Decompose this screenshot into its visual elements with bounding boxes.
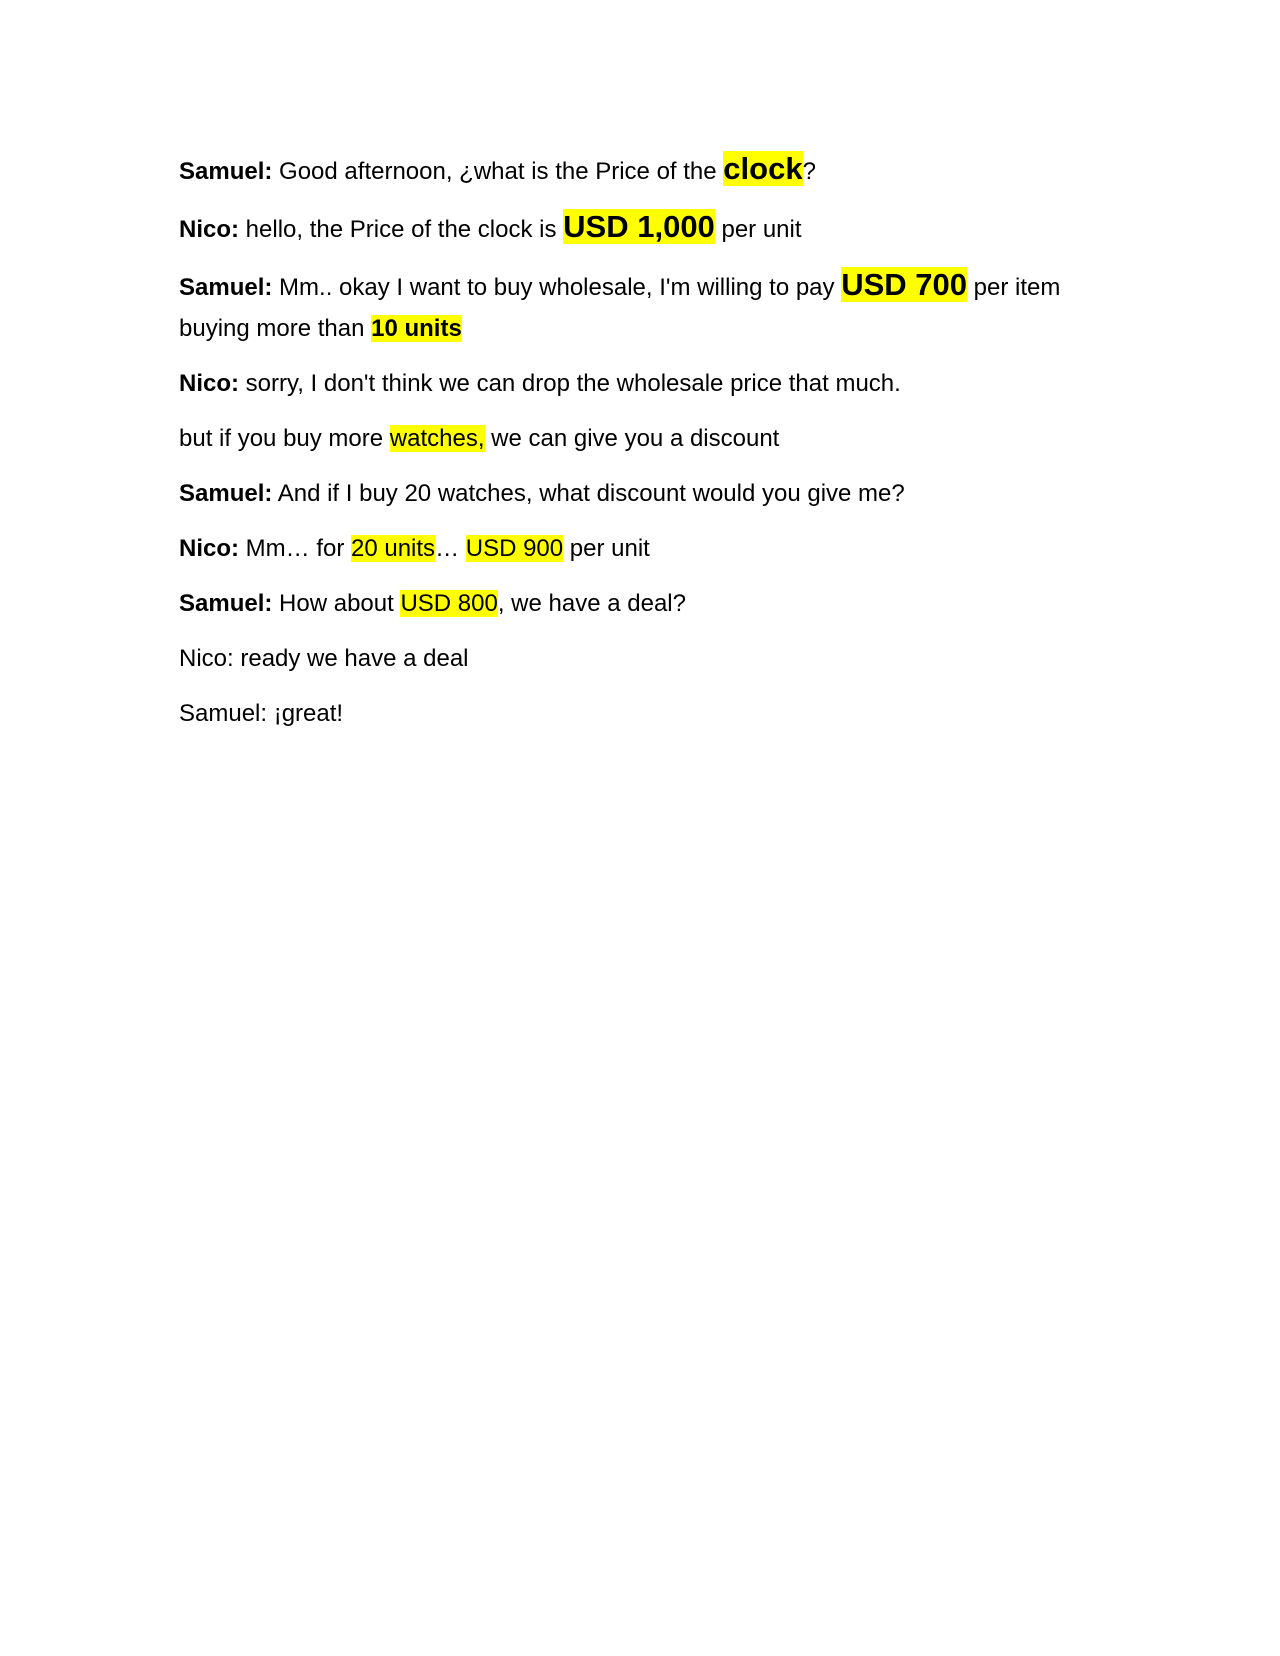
highlighted-price: USD 700 — [841, 267, 967, 302]
line-text: per unit — [714, 216, 802, 243]
speaker-label: Samuel: — [179, 158, 273, 185]
dialogue-line-10 — [179, 693, 1119, 734]
dialogue-line-9 — [179, 638, 1119, 679]
line-text: but if you buy more — [179, 425, 390, 452]
line-text: ? — [802, 158, 816, 185]
highlighted-quantity: 20 units — [351, 535, 436, 562]
dialogue-line-2 — [179, 206, 1119, 250]
dialogue-line-8 — [179, 583, 1119, 624]
highlighted-price: USD 900 — [465, 535, 564, 562]
line-text: … — [435, 535, 466, 562]
dialogue-line-4 — [179, 363, 1119, 404]
speaker-label: Samuel: — [179, 590, 273, 617]
line-text: Nico: ready we have a deal — [179, 645, 469, 672]
dialogue-line-5 — [179, 418, 1119, 459]
line-text: Samuel: ¡great! — [179, 700, 344, 727]
line-text: And if I buy 20 watches, what discount would you give me? — [272, 480, 905, 507]
speaker-label: Nico: — [179, 535, 239, 562]
highlighted-word: watches, — [389, 425, 485, 452]
speaker-label: Samuel: — [179, 480, 273, 507]
line-text: Mm.. okay I want to buy wholesale, I'm willing to pay — [272, 274, 842, 301]
dialogue-line-3 — [179, 264, 1119, 349]
dialogue-body — [179, 148, 1119, 748]
line-text: Good afternoon, ¿what is the Price of the — [272, 158, 724, 185]
line-text: , we have a deal? — [497, 590, 686, 617]
speaker-label: Nico: — [179, 370, 239, 397]
dialogue-line-6 — [179, 473, 1119, 514]
highlighted-price: USD 800 — [400, 590, 498, 617]
line-text: per item buying more than — [179, 274, 1061, 342]
dialogue-line-7 — [179, 528, 1119, 569]
speaker-label: Nico: — [179, 216, 239, 243]
highlighted-word: clock — [723, 151, 803, 186]
speaker-label: Samuel: — [179, 274, 273, 301]
highlighted-price: USD 1,000 — [563, 209, 715, 244]
line-text: per unit — [563, 535, 650, 562]
line-text: hello, the Price of the clock is — [239, 216, 564, 243]
highlighted-quantity: 10 units — [371, 315, 462, 342]
line-text: Mm… for — [239, 535, 351, 562]
line-text: How about — [272, 590, 401, 617]
line-text: we can give you a discount — [484, 425, 780, 452]
dialogue-line-1 — [179, 148, 1119, 192]
line-text: sorry, I don't think we can drop the wholesale price that much. — [239, 370, 901, 397]
